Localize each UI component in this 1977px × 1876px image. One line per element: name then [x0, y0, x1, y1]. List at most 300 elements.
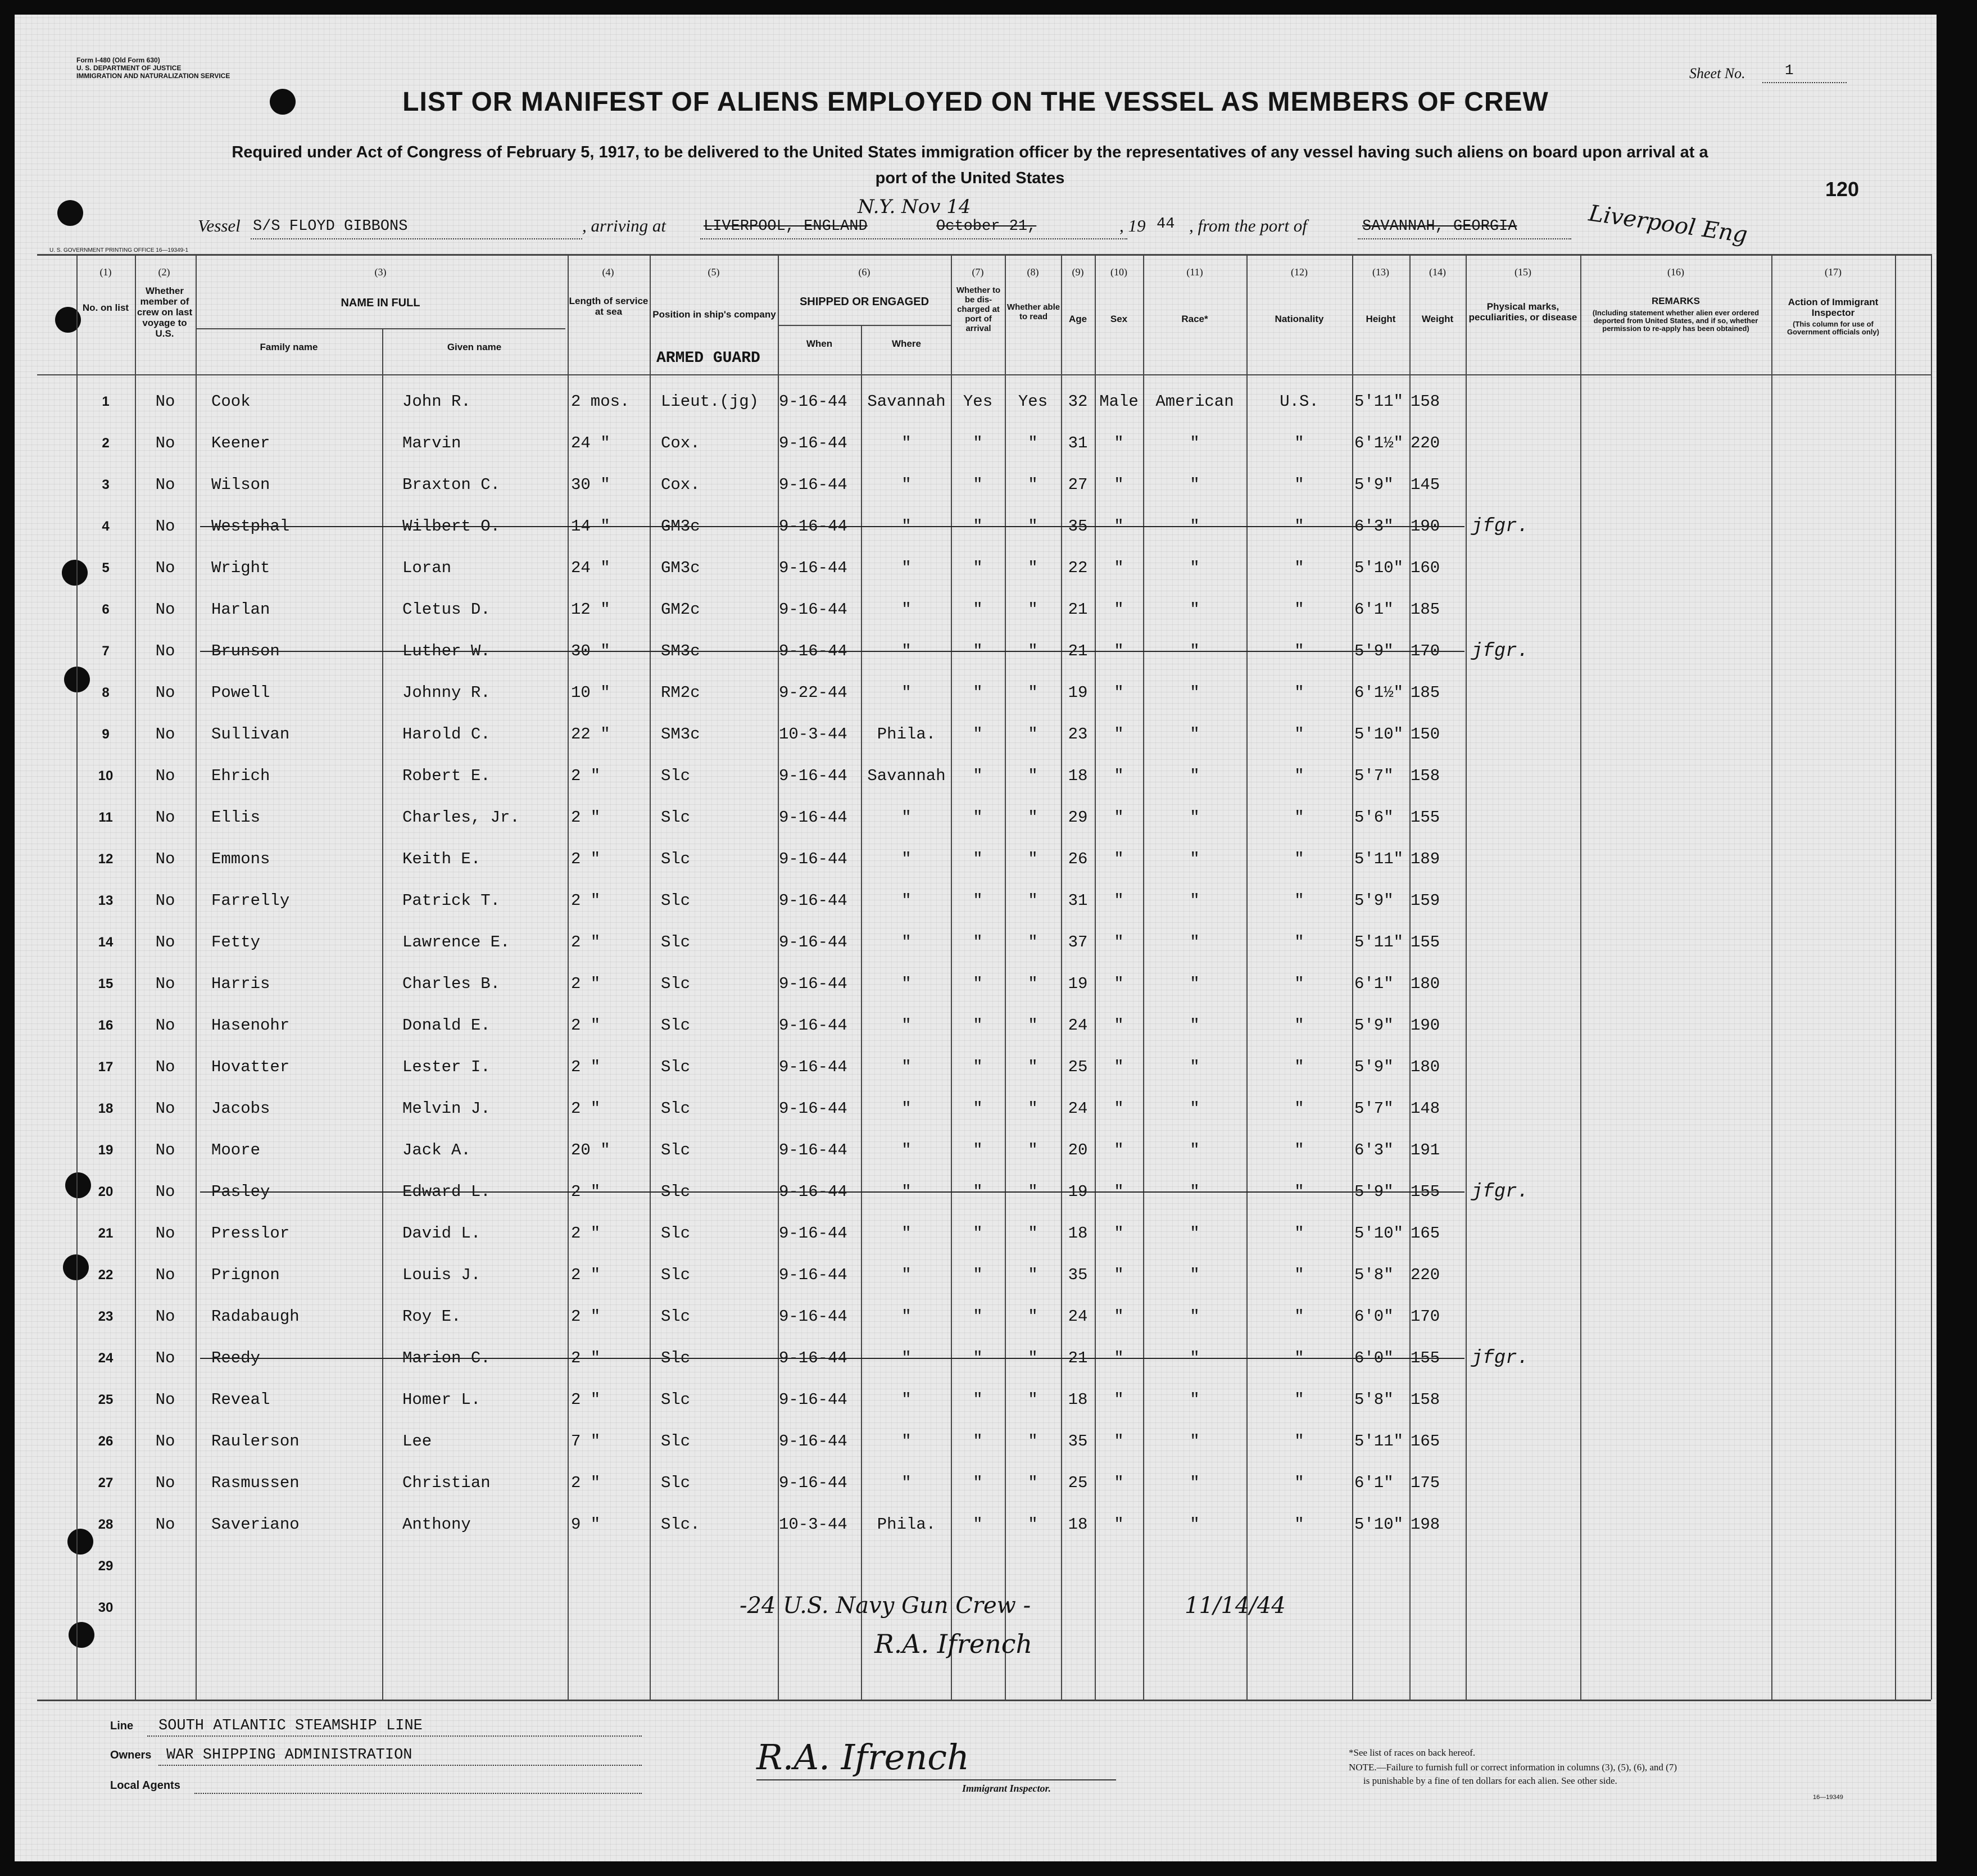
race: " [1190, 1515, 1200, 1534]
shipped-when: 9-22-44 [779, 683, 847, 702]
table-row [15, 1338, 1937, 1379]
able-to-read: " [1028, 683, 1038, 702]
shipped-where: " [901, 1266, 912, 1284]
physical-mark [1471, 797, 1578, 839]
row-number: 21 [98, 1226, 114, 1241]
weight: 159 [1411, 891, 1440, 910]
age: 35 [1068, 517, 1088, 536]
header-given-name: Given name [447, 342, 502, 352]
race: " [1190, 600, 1200, 619]
sex: " [1114, 517, 1124, 536]
header-sex: Sex [1110, 314, 1128, 324]
page-title: LIST OR MANIFEST OF ALIENS EMPLOYED ON THE VESSEL AS MEMBERS OF CREW [402, 87, 1549, 117]
family-name: Westphal [211, 517, 290, 536]
length-of-service: 2 " [571, 1182, 601, 1201]
age: 20 [1068, 1141, 1088, 1159]
shipped-when: 9-16-44 [779, 1182, 847, 1201]
row-number: 12 [98, 851, 114, 867]
table-row [15, 1088, 1937, 1130]
able-to-read: " [1028, 808, 1038, 827]
age: 18 [1068, 1390, 1088, 1409]
given-name: Louis J. [402, 1266, 481, 1284]
to-be-discharged: " [973, 1515, 983, 1534]
height: 5'9" [1354, 642, 1394, 660]
shipped-when: 9-16-44 [779, 1349, 847, 1367]
shipped-where: " [901, 600, 912, 619]
vessel-name: S/S FLOYD GIBBONS [253, 218, 408, 235]
sex: " [1114, 808, 1124, 827]
length-of-service: 2 " [571, 1390, 601, 1409]
col-number-10: (10) [1110, 266, 1127, 278]
weight: 158 [1411, 392, 1440, 411]
shipped-where: " [901, 850, 912, 868]
to-be-discharged: " [973, 434, 983, 452]
able-to-read: " [1028, 1058, 1038, 1076]
race [1143, 1546, 1246, 1587]
member-last-voyage: No [155, 767, 175, 785]
race: " [1190, 1058, 1200, 1076]
sex: " [1114, 767, 1124, 785]
able-to-read: " [1028, 1141, 1038, 1159]
shipped-where: " [901, 933, 912, 951]
shipped-when: 9-16-44 [779, 1016, 847, 1035]
year-prefix: , 19 [1119, 216, 1146, 235]
physical-mark [1471, 589, 1578, 631]
header-family-name: Family name [260, 342, 318, 352]
header-when: When [806, 338, 833, 349]
length-of-service: 2 " [571, 1307, 601, 1326]
row-number: 10 [98, 768, 114, 783]
row-number: 13 [98, 893, 114, 908]
weight: 185 [1411, 600, 1440, 619]
shipped-where [862, 1546, 951, 1587]
header-action-note: (This column for use of Government officials only) [1787, 320, 1879, 336]
sex: " [1114, 1515, 1124, 1534]
given-name: David L. [402, 1224, 481, 1243]
shipped-when: 9-16-44 [779, 559, 847, 577]
race: " [1190, 475, 1200, 494]
to-be-discharged: Yes [963, 392, 993, 411]
form-code: 16—19349 [1813, 1794, 1843, 1801]
member-last-voyage: No [155, 392, 175, 411]
shipped-where: " [901, 1432, 912, 1451]
age: 25 [1068, 1474, 1088, 1492]
physical-mark: jfgr. [1471, 516, 1529, 537]
race: " [1190, 850, 1200, 868]
able-to-read: " [1028, 725, 1038, 744]
shipped-when: 9-16-44 [779, 517, 847, 536]
to-be-discharged: " [973, 1349, 983, 1367]
to-be-discharged: " [973, 475, 983, 494]
position: Slc [661, 1099, 691, 1118]
row-number: 23 [98, 1309, 114, 1324]
able-to-read: " [1028, 1474, 1038, 1492]
length-of-service: 12 " [571, 600, 610, 619]
printing-office: U. S. GOVERNMENT PRINTING OFFICE 16—19349-1 [49, 247, 189, 253]
to-be-discharged: " [973, 559, 983, 577]
to-be-discharged: " [973, 1307, 983, 1326]
table-row [15, 423, 1937, 464]
height: 5'8" [1354, 1390, 1394, 1409]
to-be-discharged: " [973, 975, 983, 993]
nationality: " [1294, 808, 1304, 827]
able-to-read: " [1028, 1307, 1038, 1326]
height [1354, 1546, 1409, 1587]
shipped-where: " [901, 1474, 912, 1492]
age: 35 [1068, 1266, 1088, 1284]
row-number: 19 [98, 1143, 114, 1158]
given-name: Charles B. [402, 975, 501, 993]
race: American [1155, 392, 1234, 411]
able-to-read: " [1028, 1390, 1038, 1409]
age: 27 [1068, 475, 1088, 494]
length-of-service: 10 " [571, 683, 610, 702]
length-of-service: 2 " [571, 975, 601, 993]
given-name: Christian [402, 1474, 491, 1492]
to-be-discharged: " [973, 1474, 983, 1492]
length-of-service: 24 " [571, 434, 610, 452]
nationality: " [1294, 475, 1304, 494]
sex: " [1114, 559, 1124, 577]
strike-through-line [200, 1191, 1464, 1193]
shipped-when: 9-16-44 [779, 975, 847, 993]
row-number: 24 [98, 1351, 114, 1366]
height: 6'1½" [1354, 434, 1404, 452]
able-to-read: Yes [1018, 392, 1048, 411]
member-last-voyage: No [155, 1266, 175, 1284]
row-number: 3 [102, 477, 110, 492]
table-row [15, 797, 1937, 839]
shipped-when: 9-16-44 [779, 1058, 847, 1076]
family-name: Brunson [211, 642, 280, 660]
able-to-read: " [1028, 1016, 1038, 1035]
height: 5'7" [1354, 767, 1394, 785]
weight: 220 [1411, 434, 1440, 452]
member-last-voyage: No [155, 808, 175, 827]
header-weight: Weight [1421, 314, 1454, 324]
to-be-discharged: " [973, 1141, 983, 1159]
inspector-label: Immigrant Inspector. [962, 1783, 1051, 1794]
position: RM2c [661, 683, 700, 702]
member-last-voyage: No [155, 1474, 175, 1492]
inspector-signature: R.A. Ifrench [756, 1737, 969, 1778]
shipped-where: " [901, 642, 912, 660]
shipped-where: " [901, 1016, 912, 1035]
table-row [15, 1462, 1937, 1504]
shipped-where: " [901, 1224, 912, 1243]
form-identifier [76, 56, 230, 80]
given-name: Lester I. [402, 1058, 491, 1076]
physical-mark [1471, 381, 1578, 423]
age: 19 [1068, 975, 1088, 993]
able-to-read: " [1028, 1224, 1038, 1243]
family-name: Presslor [211, 1224, 290, 1243]
col-number-4: (4) [602, 266, 614, 278]
from-port: SAVANNAH, GEORGIA [1362, 218, 1517, 235]
given-name [402, 1587, 565, 1629]
given-name: Melvin J. [402, 1099, 491, 1118]
length-of-service: 2 " [571, 1474, 601, 1492]
header-position: Position in ship's company [652, 309, 776, 320]
col-number-15: (15) [1515, 266, 1531, 278]
height: 5'9" [1354, 1058, 1394, 1076]
able-to-read: " [1028, 975, 1038, 993]
nationality: U.S. [1280, 392, 1319, 411]
length-of-service: 2 " [571, 808, 601, 827]
length-of-service: 2 " [571, 1266, 601, 1284]
strike-through-line [200, 526, 1464, 527]
length-of-service: 30 " [571, 642, 610, 660]
table-row [15, 1254, 1937, 1296]
to-be-discharged: " [973, 1099, 983, 1118]
to-be-discharged [951, 1546, 1005, 1587]
to-be-discharged: " [973, 767, 983, 785]
shipped-where: " [901, 683, 912, 702]
to-be-discharged: " [973, 683, 983, 702]
race: " [1190, 975, 1200, 993]
given-name: Roy E. [402, 1307, 461, 1326]
table-row [15, 714, 1937, 755]
sex [1095, 1587, 1143, 1629]
physical-mark [1471, 880, 1578, 922]
height: 5'11" [1354, 1432, 1404, 1451]
member-last-voyage: No [155, 891, 175, 910]
member-last-voyage: No [155, 517, 175, 536]
vessel-label: Vessel [198, 216, 241, 235]
to-be-discharged: " [973, 891, 983, 910]
able-to-read: " [1028, 850, 1038, 868]
arriving-date: October 21, [936, 218, 1037, 235]
age: 19 [1068, 1182, 1088, 1201]
member-last-voyage [135, 1546, 196, 1587]
weight: 220 [1411, 1266, 1440, 1284]
header-no-on-list: No. on list [82, 302, 129, 313]
member-last-voyage: No [155, 1016, 175, 1035]
table-row [15, 631, 1937, 672]
header-race: Race* [1181, 314, 1208, 324]
height: 5'11" [1354, 850, 1404, 868]
table-row [15, 589, 1937, 631]
physical-mark [1471, 423, 1578, 464]
length-of-service: 2 " [571, 1016, 601, 1035]
given-name: Lawrence E. [402, 933, 510, 951]
crew-note-date: 11/14/44 [1185, 1593, 1286, 1619]
sex: " [1114, 1390, 1124, 1409]
shipped-when: 9-16-44 [779, 600, 847, 619]
table-row [15, 963, 1937, 1005]
height: 6'3" [1354, 1141, 1394, 1159]
given-name: Edward L. [402, 1182, 491, 1201]
member-last-voyage: No [155, 1182, 175, 1201]
position: Slc [661, 1141, 691, 1159]
shipped-where: " [901, 1058, 912, 1076]
row-number: 14 [98, 935, 114, 950]
member-last-voyage: No [155, 975, 175, 993]
family-name: Ellis [211, 808, 261, 827]
shipped-where: " [901, 1141, 912, 1159]
to-be-discharged: " [973, 1390, 983, 1409]
height: 5'10" [1354, 559, 1404, 577]
strike-through-line [200, 1358, 1464, 1359]
member-last-voyage: No [155, 1390, 175, 1409]
position: SM3c [661, 642, 700, 660]
shipped-when: 9-16-44 [779, 392, 847, 411]
punch-hole [57, 200, 83, 226]
table-row [15, 880, 1937, 922]
position: Slc [661, 767, 691, 785]
shipped-when: 9-16-44 [779, 1307, 847, 1326]
age: 18 [1068, 1515, 1088, 1534]
family-name: Jacobs [211, 1099, 270, 1118]
member-last-voyage: No [155, 1515, 175, 1534]
given-name: Loran [402, 559, 452, 577]
length-of-service: 2 " [571, 1058, 601, 1076]
member-last-voyage: No [155, 683, 175, 702]
age: 24 [1068, 1307, 1088, 1326]
position: SM3c [661, 725, 700, 744]
row-number: 26 [98, 1434, 114, 1449]
physical-mark [1471, 1296, 1578, 1338]
height: 6'0" [1354, 1307, 1394, 1326]
row-number: 15 [98, 976, 114, 991]
nationality: " [1294, 1390, 1304, 1409]
header-nationality: Nationality [1275, 314, 1324, 324]
header-shipped-engaged: SHIPPED OR ENGAGED [799, 296, 929, 308]
physical-mark [1471, 1005, 1578, 1046]
nationality: " [1294, 1016, 1304, 1035]
row-number: 11 [98, 810, 113, 825]
signature-mid: R.A. Ifrench [874, 1629, 1033, 1659]
length-of-service: 7 " [571, 1432, 601, 1451]
height: 5'10" [1354, 1515, 1404, 1534]
sex: " [1114, 850, 1124, 868]
height: 5'9" [1354, 1182, 1394, 1201]
col-number-12: (12) [1291, 266, 1308, 278]
race: " [1190, 933, 1200, 951]
handwritten-arrival: N.Y. Nov 14 [858, 196, 971, 218]
given-name: Marion C. [402, 1349, 491, 1367]
able-to-read: " [1028, 1515, 1038, 1534]
physical-mark [1471, 1379, 1578, 1421]
able-to-read: " [1028, 1182, 1038, 1201]
nationality: " [1294, 683, 1304, 702]
arriving-place: LIVERPOOL, ENGLAND [704, 218, 868, 235]
position: Slc [661, 1224, 691, 1243]
member-last-voyage: No [155, 933, 175, 951]
position: Slc [661, 808, 691, 827]
given-name: Lee [402, 1432, 432, 1451]
nationality: " [1294, 1307, 1304, 1326]
shipped-when [779, 1546, 863, 1587]
able-to-read: " [1028, 517, 1038, 536]
length-of-service: 2 " [571, 1224, 601, 1243]
to-be-discharged: " [973, 1058, 983, 1076]
age: 29 [1068, 808, 1088, 827]
height: 6'1" [1354, 600, 1394, 619]
length-of-service: 20 " [571, 1141, 610, 1159]
col-number-2: (2) [158, 266, 170, 278]
shipped-where: " [901, 517, 912, 536]
able-to-read: " [1028, 767, 1038, 785]
sex: Male [1099, 392, 1139, 411]
length-of-service: 2 " [571, 850, 601, 868]
given-name: Patrick T. [402, 891, 501, 910]
able-to-read: " [1028, 1349, 1038, 1367]
shipped-where: " [901, 1099, 912, 1118]
given-name: Johnny R. [402, 683, 491, 702]
physical-mark [1471, 963, 1578, 1005]
position: Lieut.(jg) [661, 392, 759, 411]
manifest-sheet [15, 15, 1937, 1861]
shipped-when: 9-16-44 [779, 850, 847, 868]
header-discharged: Whether to be dis-charged at port of arrival [956, 286, 1001, 333]
length-of-service [571, 1546, 650, 1587]
physical-mark: jfgr. [1471, 1348, 1529, 1369]
shipped-where: " [901, 1307, 912, 1326]
shipped-where: " [901, 808, 912, 827]
nationality: " [1294, 642, 1304, 660]
nationality: " [1294, 1349, 1304, 1367]
length-of-service: 9 " [571, 1515, 601, 1534]
age: 18 [1068, 1224, 1088, 1243]
family-name: Fetty [211, 933, 261, 951]
member-last-voyage: No [155, 1307, 175, 1326]
race: " [1190, 1182, 1200, 1201]
family-name: Hasenohr [211, 1016, 290, 1035]
family-name: Cook [211, 392, 251, 411]
physical-mark [1471, 714, 1578, 755]
row-number: 9 [102, 727, 110, 742]
table-row [15, 839, 1937, 880]
nationality: " [1294, 434, 1304, 452]
weight: 145 [1411, 475, 1440, 494]
sex: " [1114, 725, 1124, 744]
position: Slc [661, 1058, 691, 1076]
shipped-when: 9-16-44 [779, 891, 847, 910]
col-number-6: (6) [858, 266, 870, 278]
to-be-discharged: " [973, 933, 983, 951]
row-number: 1 [102, 394, 110, 409]
family-name: Keener [211, 434, 270, 452]
family-name: Reedy [211, 1349, 261, 1367]
member-last-voyage: No [155, 725, 175, 744]
table-row [15, 1379, 1937, 1421]
subtitle-line-1: Required under Act of Congress of February 5, 1917, to be delivered to the United States immigration officer by the representatives of any vessel having such aliens on board upon arrival at a [232, 143, 1708, 161]
race: " [1190, 1307, 1200, 1326]
page-number: 120 [1825, 178, 1860, 201]
shipped-when: 10-3-44 [779, 1515, 847, 1534]
header-age: Age [1068, 314, 1087, 324]
table-row [15, 1546, 1937, 1587]
position: Slc [661, 933, 691, 951]
row-number: 22 [98, 1267, 114, 1283]
able-to-read [1005, 1546, 1061, 1587]
family-name: Powell [211, 683, 270, 702]
race: " [1190, 559, 1200, 577]
able-to-read: " [1028, 475, 1038, 494]
race: " [1190, 1266, 1200, 1284]
header-remarks-note: (Including statement whether alien ever ordered deported from United States, and if so, whether permission to re-apply has been obtained) [1592, 309, 1760, 333]
position: Cox. [661, 475, 700, 494]
nationality: " [1294, 1099, 1304, 1118]
to-be-discharged: " [973, 1016, 983, 1035]
family-name: Pasley [211, 1182, 270, 1201]
physical-mark [1471, 1587, 1578, 1629]
position: Slc [661, 1390, 691, 1409]
height [1354, 1587, 1409, 1629]
to-be-discharged: " [973, 1432, 983, 1451]
height: 5'10" [1354, 1224, 1404, 1243]
